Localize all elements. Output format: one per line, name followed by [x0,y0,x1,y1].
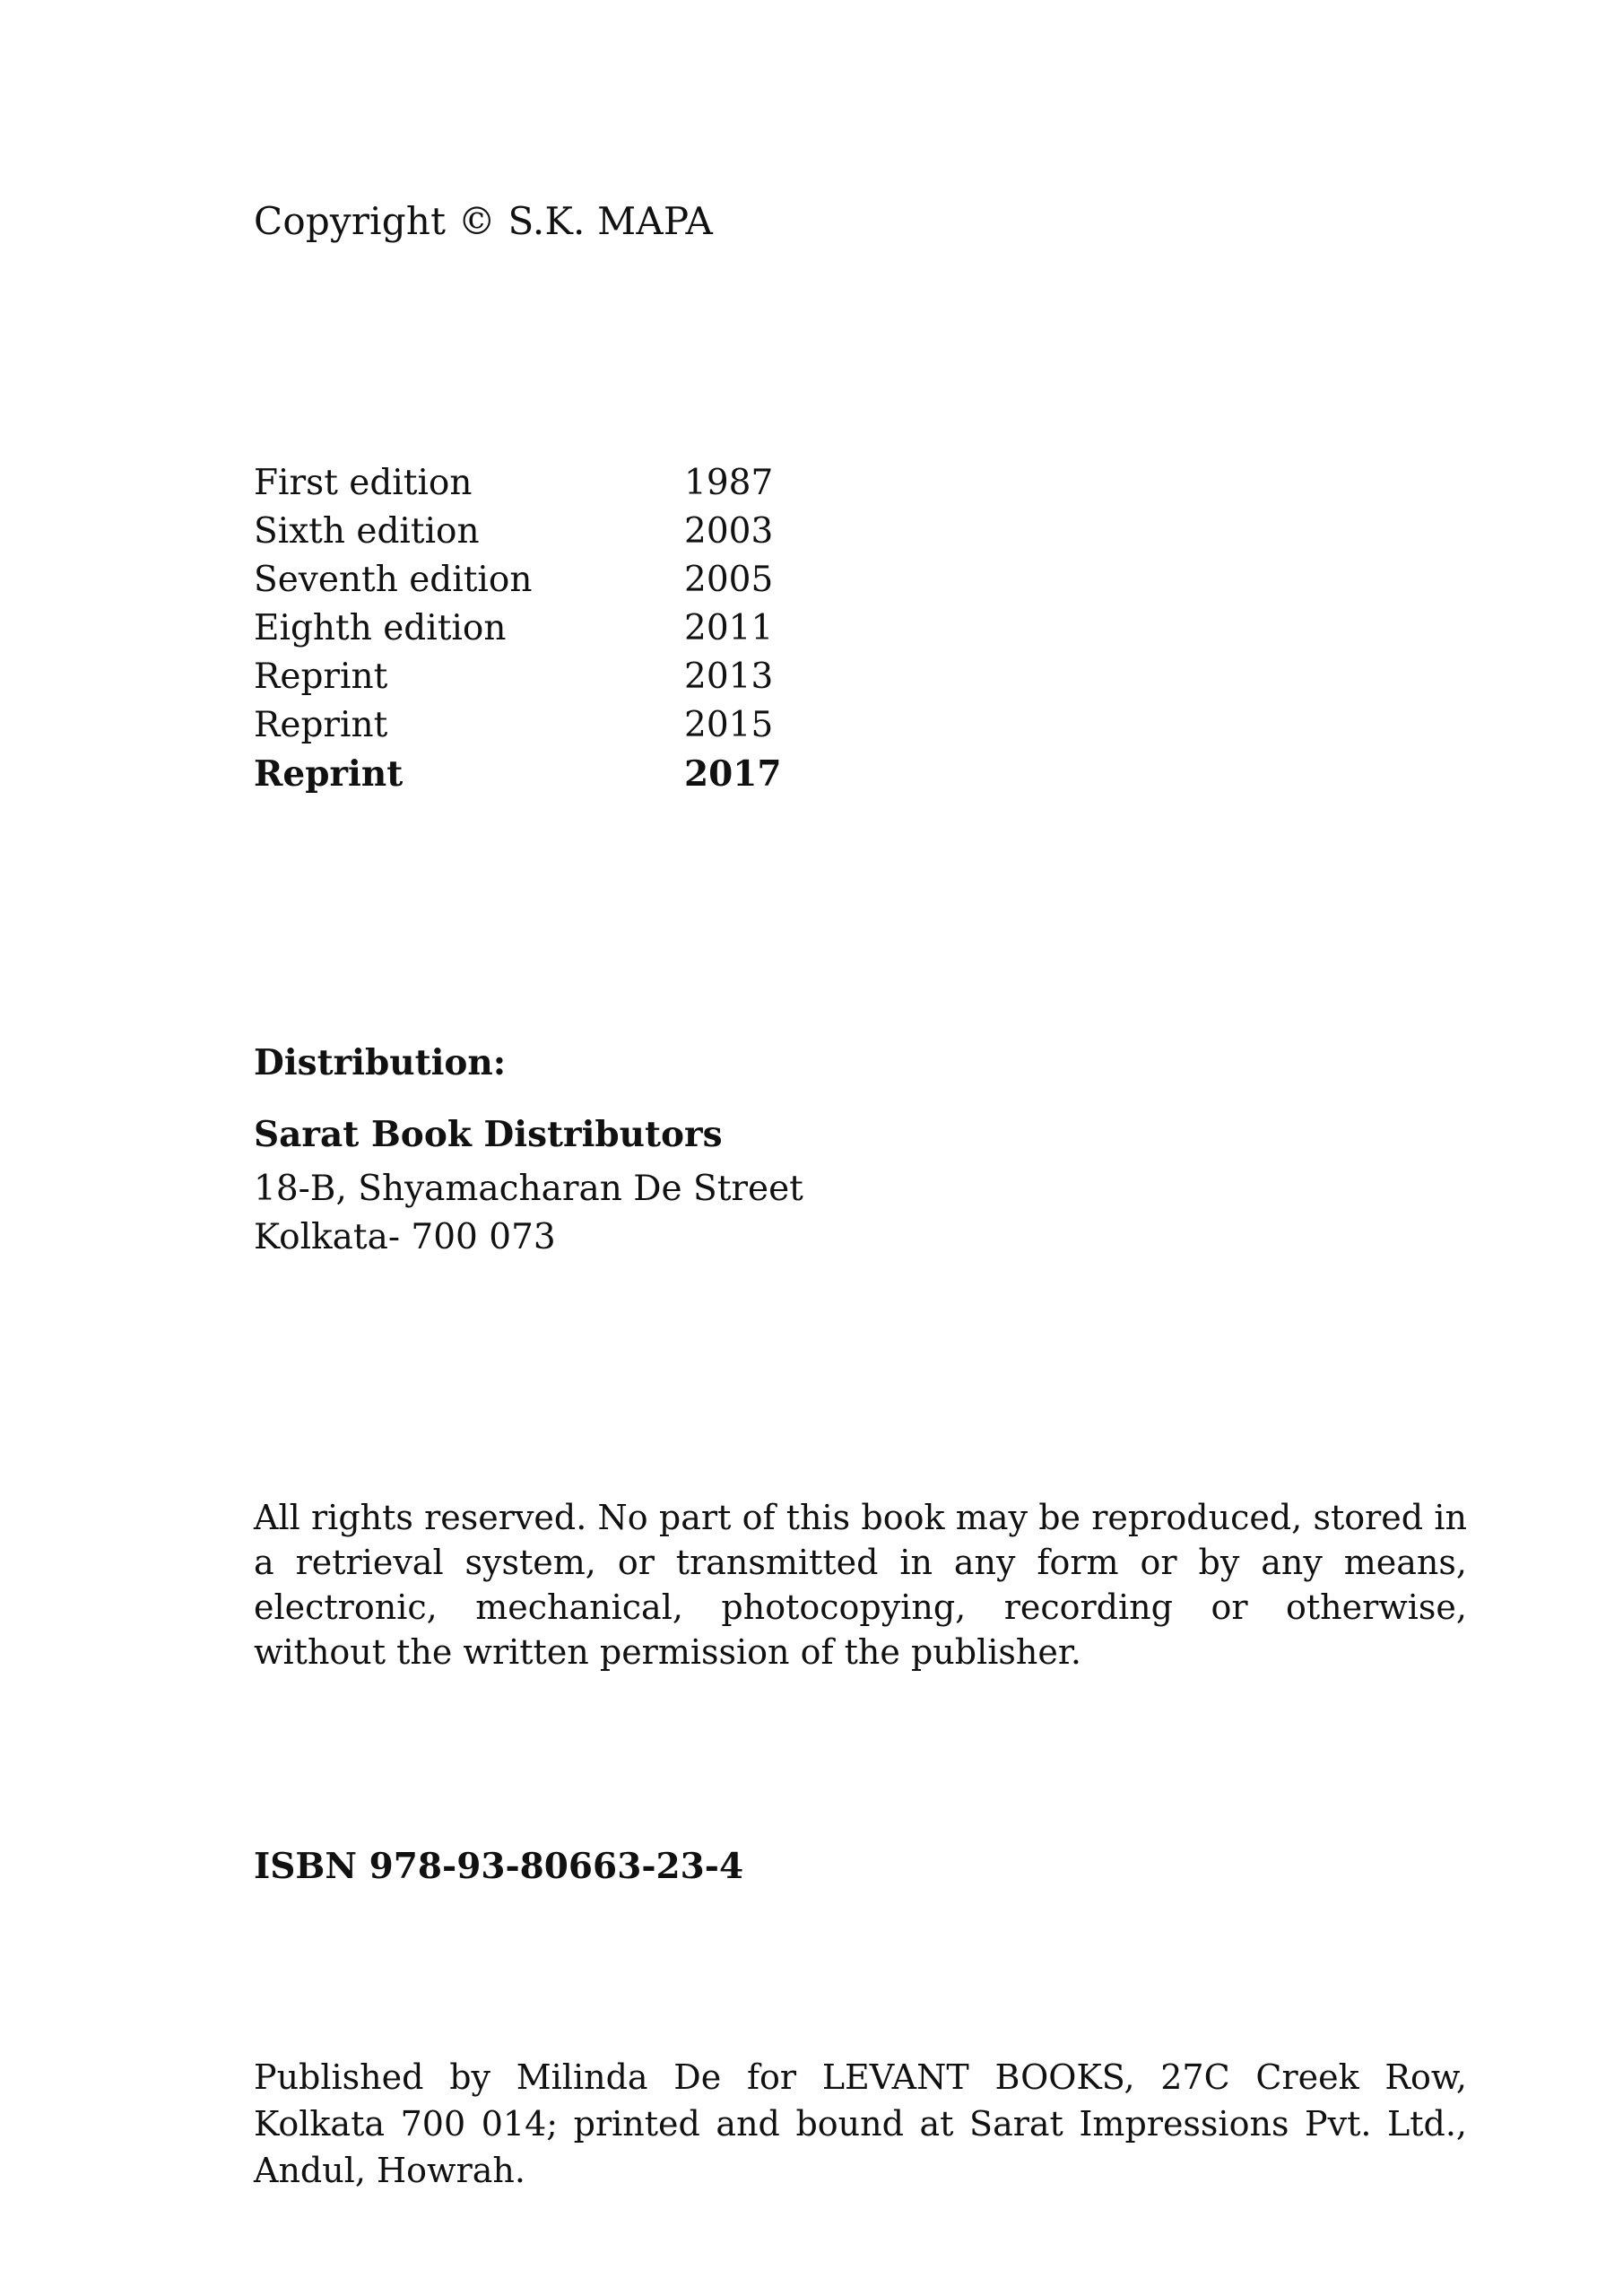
distributor-address [254,1165,803,1262]
edition-row-latest [254,750,810,798]
isbn: ISBN 978-93-80663-23-4 [254,1846,744,1887]
address-line: 18-B, Shyamacharan De Street [254,1169,803,1209]
edition-row [254,556,810,604]
edition-row [254,459,810,508]
publisher-note: Published by Milinda De for LEVANT BOOKS, 27C Creek Row, Kolkata 700 014; printed and bound at Sarat Impressions Pvt. Ltd., Andul, Howrah. [254,2057,1467,2190]
edition-label: Sixth edition [254,511,480,552]
edition-year: 2013 [684,657,774,697]
edition-row [254,701,810,750]
address-line: Kolkata- 700 073 [254,1217,556,1257]
edition-row [254,653,810,701]
edition-label: Reprint [254,705,388,745]
distribution-heading: Distribution: [254,1042,507,1083]
edition-history [254,459,810,798]
edition-row [254,604,810,653]
edition-label: Seventh edition [254,560,533,600]
copyright-line: Copyright © S.K. MAPA [254,199,714,243]
edition-year: 2005 [684,560,774,600]
edition-row [254,508,810,556]
edition-label: Reprint [254,753,404,795]
edition-label: Reprint [254,657,388,697]
edition-year: 2015 [684,705,774,745]
rights-notice: All rights reserved. No part of this book may be reproduced, stored in a retrieval system, or transmitted in any form or by any means, electronic, mechanical, photocopying, recording or otherwise, without the written permission of the publisher. [254,1498,1467,1672]
edition-year: 2011 [684,608,774,648]
edition-label: First edition [254,463,473,503]
distributor-name: Sarat Book Distributors [254,1114,723,1155]
edition-year: 1987 [684,463,774,503]
edition-label: Eighth edition [254,608,507,648]
edition-year: 2017 [684,753,782,795]
edition-year: 2003 [684,511,774,552]
